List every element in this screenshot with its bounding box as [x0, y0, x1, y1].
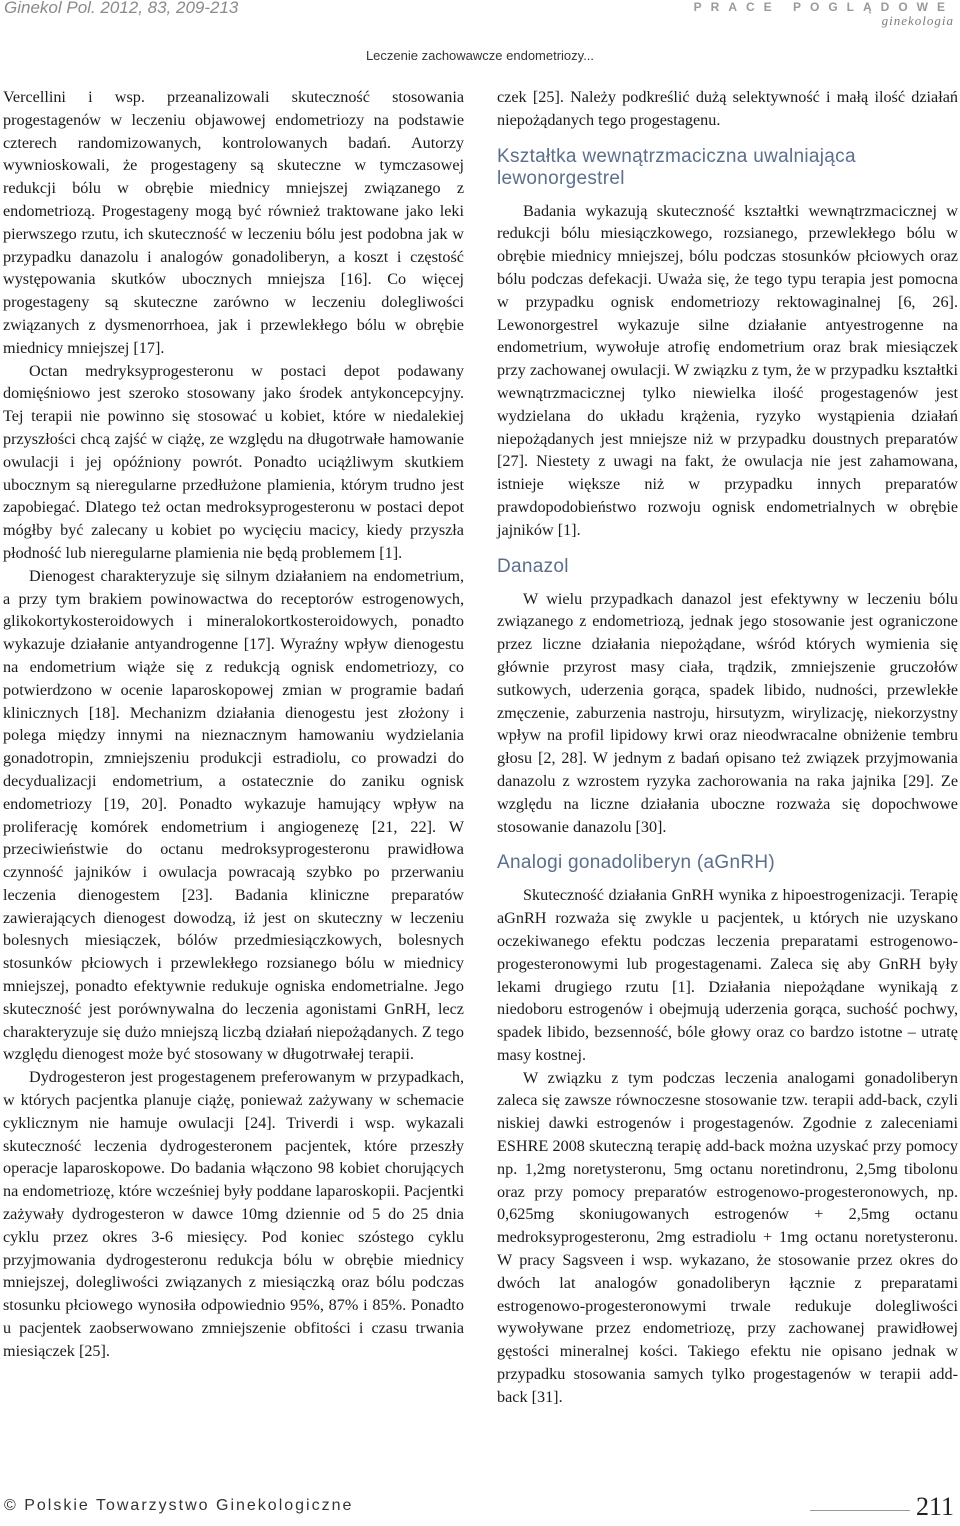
paragraph: Dydrogesteron jest progestagenem preferowanym w przypadkach, w których pacjentka planuje ciążę, ponieważ zażywany w schemacie cyklicznym nie hamuje owulacji [24]. Triverdi i wsp. wykazali skuteczność leczenia dydrogesteronem pacjentek, które przeszły operacje laparoskopowe. Do badania włączono 98 kobiet chorujących na endometriozę, które wcześniej były poddane laparoskopii. Pacjentki zażywały dydrogesteron w dawce 10mg dziennie od 5 do 25 dnia cyklu przez okres 3-6 miesięcy. Pod koniec szóstego cyklu przyjmowania dydrogesteronu redukcja bólu w obrębie miednicy mniejszej, dolegliwości związanych z miesiączką oraz bólu podczas stosunku płciowego wynosiła odpowiednio 95%, 87% i 85%. Ponadto u pacjentek zaobserwowano zmniejszenie obfitości i czasu trwania miesiączek [25]. [3, 1068, 464, 1360]
citation: Ginekol Pol. 2012, 83, 209-213 [4, 0, 239, 17]
paragraph: Dienogest charakteryzuje się silnym działaniem na endometrium, a przy tym brakiem powinowactwa do receptorów estrogenowych, glikokortykosteroidowych i mineralokortkosteroidowych, ponadto wykazuje działanie antyandrogenne [17]. Wyraźny wpływ dienogestu na endometrium wiąże się z redukcją ognisk endometriozy, co potwierdzono w ocenie laparoskopowej zmian w programie badań klinicznych [18]. Mechanizm działania dienogestu jest złożony i polega między innymi na nieznacznym hamowaniu wydzielania gonadotropin, zmniejszeniu produkcji estradiolu, co prowadzi do decydualizacji endometrium, a ostatecznie do zaniku ognisk endometriozy [19, 20]. Ponadto wykazuje hamujący wpływ na proliferację komórek endometrium i angiogenezę [21, 22]. W przeciwieństwie do octanu medroksyprogesteronu prawidłowa czynność jajników i owulacja powracają szybko po przerwaniu leczenia dienogestem [23]. Badania kliniczne preparatów zawierających dienogest dowodzą, iż jest on skuteczny w leczeniu bolesnych miesiączek, bólów przedmiesiączkowych, bolesnych stosunków płciowych i przewlekłego rozsianego bólu w miednicy mniejszej, ponadto efektywnie redukuje ogniska endometrialne. Jego skuteczność jest porównywalna do leczenia agonistami GnRH, lecz charakteryzuje się dużo mniejszą liczbą działań niepożądanych. Z tego względu dienogest może być stosowany w długotrwałej terapii. [3, 566, 464, 1064]
section-name: PRACE POGLĄDOWE [693, 0, 954, 14]
paragraph: W związku z tym podczas leczenia analogami gonadoliberyn zaleca się zawsze równoczesne stosowanie tzw. terapii add-back, czyli niskiej dawki estrogenów i progestagenów. Zgodnie z zaleceniami ESHRE 2008 skuteczną terapię add-back można uzyskać przy pomocy np. 1,2mg noretysteronu, 5mg octanu noretindronu, 2,5mg tibolonu oraz przy pomocy preparatów estrogenowo-progesteronowych, np. 0,625mg skoniugowanych estrogenów + 2,5mg octanu medroksyprogesteronu, 2mg estradiolu + 1mg octanu noretysteronu. W pracy Sagsveen i wsp. wykazano, że stosowanie przez okres do dwóch lat analogów gonadoliberyn łącznie z preparatami estrogenowo-progesteronowymi trwale redukuje dolegliwości wywoływane przez endometriozę, przy zachowanej prawidłowej gęstości mineralnej kości. Takiego efektu nie opisano jednak w przypadku stosowania samych tylko progestagenów w terapii add-back [31]. [497, 1068, 958, 1406]
footer-divider [810, 1510, 910, 1511]
running-title: Leczenie zachowawcze endometriozy... [365, 48, 595, 63]
section-heading-agnrh: Analogi gonadoliberyn (aGnRH) [497, 852, 776, 874]
paragraph: Octan medryksyprogesteronu w postaci depot podawany domięśniowo jest szeroko stosowany jako środek antykoncepcyjny. Tej terapii nie powinno się stosować u kobiet, które w niedalekiej przyszłości chcą zajść w ciążę, ze względu na długotrwałe hamowanie owulacji i jej opóźniony powrót. Ponadto uciążliwym skutkiem ubocznym są nieregularne przedłużone plamienia, którym trudno jest zapobiegać. Dlatego też octan medroksyprogesteronu w postaci depot mógłby być zalecany u kobiet po wycięciu macicy, kiedy przyszła płodność lub nieregularne plamienia nie będą problemem [1]. [3, 361, 464, 562]
paragraph: Vercellini i wsp. przeanalizowali skuteczność stosowania progestagenów w leczeniu objawowej endometriozy na podstawie czterech randomizowanych, kontrolowanych badań. Autorzy wywnioskowali, że progestageny są skuteczne w tymczasowej redukcji bólu w obrębie miednicy mniejszej związanego z endometriozą. Progestageny mogą być również traktowane jako leki pierwszego rzutu, ich skuteczność w leczeniu bólu jest podobna jak w przypadku danazolu i analogów gonadoliberyn, a koszt i częstość występowania skutków ubocznych mniejsza [16]. Co więcej progestageny są skuteczne zarówno w leczeniu dolegliwości związanych z dysmenorrhoea, jak i przewlekłego bólu w obrębie miednicy mniejszej [17]. [3, 88, 464, 357]
paragraph: czek [25]. Należy podkreślić dużą selektywność i małą ilość działań niepożądanych tego progestagenu. [497, 88, 958, 129]
right-column [497, 86, 958, 1409]
journal-name: ginekologia [881, 13, 954, 28]
left-column [3, 86, 464, 1363]
footer-society: © Polskie Towarzystwo Ginekologiczne [4, 1497, 354, 1514]
paragraph: W wielu przypadkach danazol jest efektywny w leczeniu bólu związanego z endometriozą, jednak jego stosowanie jest ograniczone przez liczne działania niepożądane, wśród których wymienia się głównie przyrost masy ciała, trądzik, zmniejszenie gruczołów sutkowych, uderzenia gorąca, spadek libido, nudności, przewlekłe zmęczenie, zaburzenia nastroju, hirsutyzm, wirylizację, niekorzystny wpływ na profil lipidowy krwi oraz nieodwracalne obniżenie tembru głosu [2, 28]. W jednym z badań opisano też związek przyjmowania danazolu z wzrostem ryzyka zachorowania na raka jajnika [29]. Ze względu na liczne działania uboczne rozważa się dopochwowe stosowanie danazolu [30]. [497, 589, 958, 836]
section-label [694, 0, 954, 29]
section-heading-lng-ius: Kształtka wewnątrzmaciczna uwalniająca lewonorgestrel [497, 145, 856, 189]
paragraph: Skuteczność działania GnRH wynika z hipoestrogenizacji. Terapię aGnRH rozważa się zwykle u pacjentek, u których nie uzyskano oczekiwanego efektu podczas leczenia preparatami estrogenowo-progesteronowymi lub progestagenami. Zaleca się aby GnRH były lekami drugiego rzutu [1]. Działania niepożądane wynikają z niedoboru estrogenów i obejmują uderzenia gorąca, suchość pochwy, spadek libido, bezsenność, bóle głowy oraz co bardzo istotne – utratę masy kostnej. [497, 886, 958, 1064]
page-number: 211 [915, 1492, 954, 1521]
section-heading-danazol: Danazol [497, 555, 569, 577]
paragraph: Badania wykazują skuteczność kształtki wewnątrzmacicznej w redukcji bólu miesiączkowego, rozsianego, przewlekłego bólu w obrębie miednicy mniejszej, bólu podczas stosunków płciowych oraz bólu podczas defekacji. Uważa się, że tego typu terapia jest pomocna w przypadku ognisk endometriozy rektowaginalnej [6, 26]. Lewonorgestrel wykazuje silne działanie antyestrogenne na endometrium, wywołuje atrofię endometrium oraz brak miesiączek przy zachowanej owulacji. W związku z tym, że w przypadku kształtki wewnątrzmacicznej tylko niewielka ilość progestagenów jest wydzielana do układu krążenia, ryzyko wystąpienia działań niepożądanych jest mniejsze niż w przypadku doustnych preparatów [27]. Niestety z uwagi na fakt, że owulacja nie jest zahamowana, istnieje większe niż w przypadku innych preparatów prawdopodobieństwo rozwoju ognisk endometrialnych w obrębie jajników [1]. [497, 201, 958, 539]
